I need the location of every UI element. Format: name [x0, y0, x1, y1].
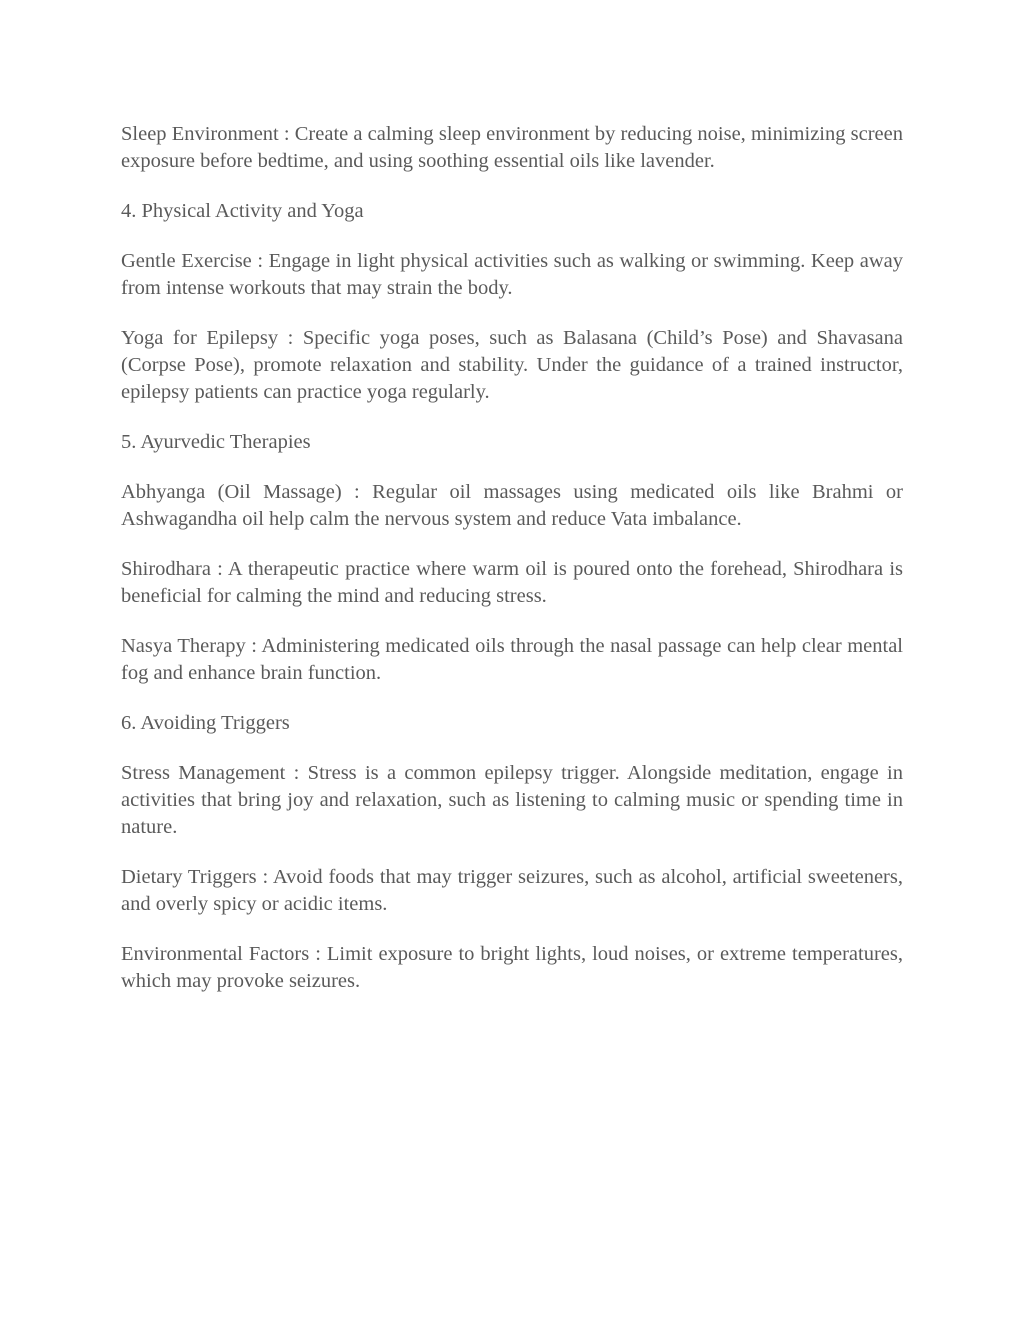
paragraph-dietary-triggers: Dietary Triggers : Avoid foods that may trigger seizures, such as alcohol, artificial sweeteners, and overly spicy or acidic items.	[121, 866, 903, 915]
section-heading-ayurvedic-therapies: 5. Ayurvedic Therapies	[121, 431, 311, 453]
paragraph-yoga-for-epilepsy: Yoga for Epilepsy : Specific yoga poses, such as Balasana (Child’s Pose) and Shavasana (Corpse Pose), promote relaxation and stability. Under the guidance of a trained instructor, epilepsy patients can practice yoga regularly.	[121, 327, 903, 403]
paragraph-environmental-factors: Environmental Factors : Limit exposure to bright lights, loud noises, or extreme temperatures, which may provoke seizures.	[121, 943, 903, 992]
paragraph-gentle-exercise: Gentle Exercise : Engage in light physical activities such as walking or swimming. Keep away from intense workouts that may strain the body.	[121, 250, 903, 299]
paragraph-sleep-environment: Sleep Environment : Create a calming sleep environment by reducing noise, minimizing screen exposure before bedtime, and using soothing essential oils like lavender.	[121, 123, 903, 172]
paragraph-shirodhara: Shirodhara : A therapeutic practice where warm oil is poured onto the forehead, Shirodhara is beneficial for calming the mind and reducing stress.	[121, 558, 903, 607]
paragraph-stress-management: Stress Management : Stress is a common epilepsy trigger. Alongside meditation, engage in activities that bring joy and relaxation, such as listening to calming music or spending time in nature.	[121, 762, 903, 838]
section-heading-avoiding-triggers: 6. Avoiding Triggers	[121, 712, 290, 734]
section-heading-physical-activity: 4. Physical Activity and Yoga	[121, 200, 364, 222]
document-page	[121, 121, 903, 1018]
paragraph-abhyanga: Abhyanga (Oil Massage) : Regular oil massages using medicated oils like Brahmi or Ashwagandha oil help calm the nervous system and reduce Vata imbalance.	[121, 481, 903, 530]
paragraph-nasya-therapy: Nasya Therapy : Administering medicated oils through the nasal passage can help clear mental fog and enhance brain function.	[121, 635, 903, 684]
